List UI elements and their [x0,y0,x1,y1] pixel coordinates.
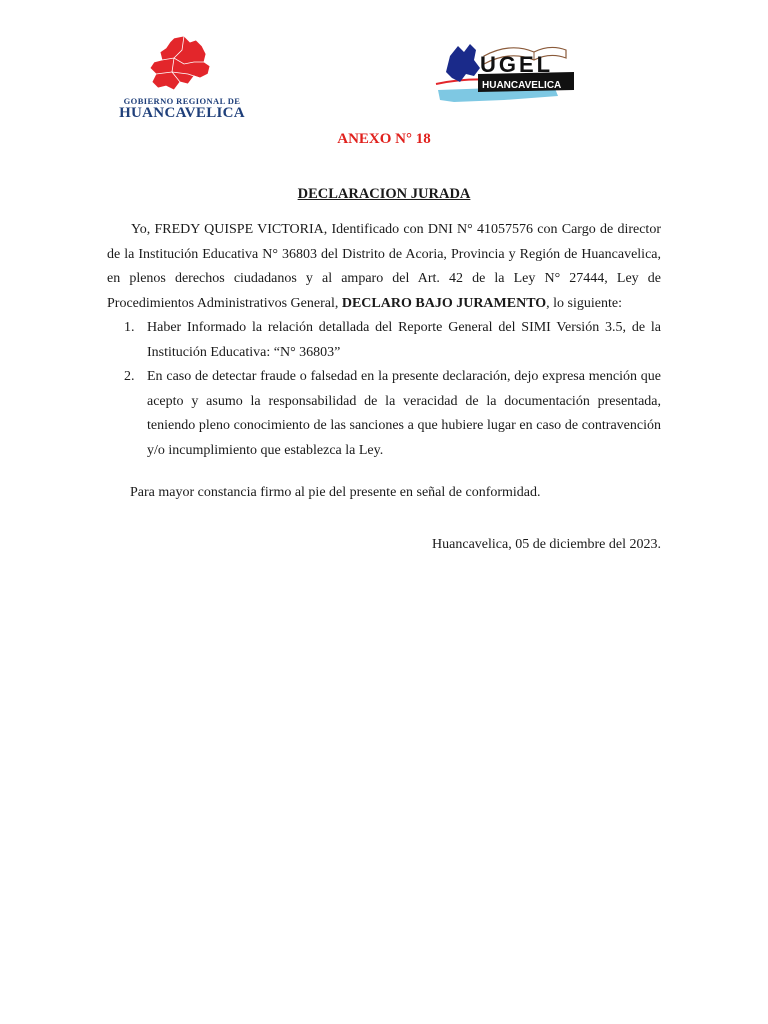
closing-statement: Para mayor constancia firmo al pie del presente en señal de conformidad. [130,485,541,500]
list-item-text: En caso de detectar fraude o falsedad en la presente declaración, dejo expresa mención que acepto y asumo la responsabilidad de la veracidad de la documentación presentada, teniendo pleno conocimiento de las sanciones a que hubiere lugar en caso de contravención y/o incumplimiento que establezca la Ley. [147,369,661,458]
place-and-date: Huancavelica, 05 de diciembre del 2023. [432,537,661,552]
intro-tail-text: , lo siguiente: [546,295,622,311]
list-item [107,316,661,365]
list-item [107,365,661,463]
list-item-number: 1. [124,320,135,335]
declaration-list [107,316,661,463]
intro-text: Yo, FREDY QUISPE VICTORIA, Identificado con DNI N° 41057576 con Cargo de director de la Institución Educativa N° 36803 del Distrito de Acoria, Provincia y Región de Huancavelica, en plenos derechos ciudadanos y al amparo del Art. 42 de la Ley N° 27444, Ley de Procedimientos Administrativos General, [107,222,661,311]
intro-paragraph [107,218,661,316]
ugel-name: UGEL [480,52,554,77]
list-item-number: 2. [124,369,135,384]
list-item-text: Haber Informado la relación detallada del Reporte General del SIMI Versión 3.5, de la Institución Educativa: “N° 36803” [147,320,661,360]
gobierno-regional-logo [104,36,264,122]
logo-org-line2: HUANCAVELICA [119,105,245,121]
ugel-emblem-icon [434,38,576,120]
intro-bold-text: DECLARO BAJO JURAMENTO [341,295,547,311]
document-title: DECLARACION JURADA [297,186,471,202]
annex-title: ANEXO N° 18 [337,131,431,147]
ugel-logo [434,38,576,120]
logo-org-line1: GOBIERNO REGIONAL DE [123,96,241,106]
region-map-icon [144,36,214,94]
declaration-body [107,218,661,463]
ugel-subtitle: HUANCAVELICA [482,80,562,91]
